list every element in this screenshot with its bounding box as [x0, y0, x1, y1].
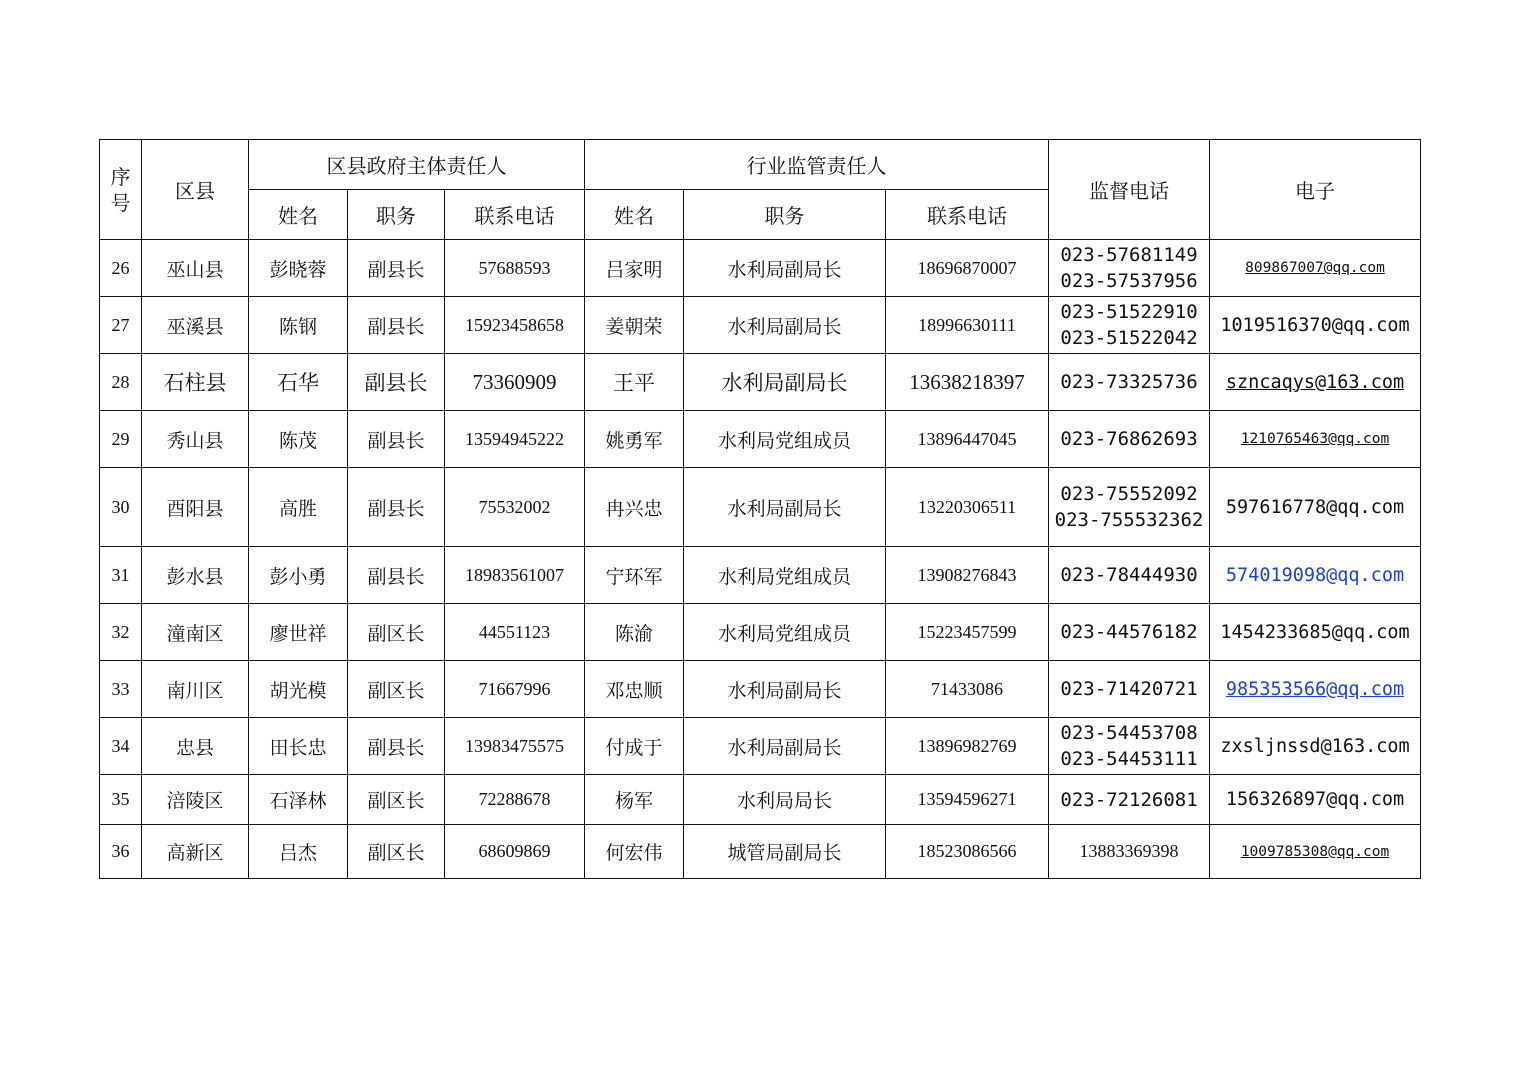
row-ind-phone: 18696870007 [886, 240, 1049, 297]
row-supervise-phone [1049, 411, 1210, 468]
supervise-phone-number: 023-75552092 [1060, 483, 1198, 505]
row-gov-phone: 44551123 [445, 604, 585, 661]
table-row [100, 661, 1421, 718]
row-email-link[interactable]: 1210765463@qq.com [1210, 411, 1421, 468]
row-ind-position: 城管局副局长 [684, 825, 886, 879]
supervise-phone-number: 13883369398 [1079, 841, 1179, 861]
row-supervise-phone [1049, 604, 1210, 661]
row-ind-phone: 13220306511 [886, 468, 1049, 547]
row-seq: 29 [100, 411, 142, 468]
header-gov-group: 区县政府主体责任人 [249, 140, 585, 190]
row-ind-position: 水利局党组成员 [684, 411, 886, 468]
table-row [100, 604, 1421, 661]
header-supervise-phone: 监督电话 [1049, 140, 1210, 240]
header-seq-label: 序号 [110, 164, 131, 215]
row-ind-position: 水利局副局长 [684, 297, 886, 354]
header-gov-name: 姓名 [249, 190, 348, 240]
row-gov-name: 石华 [249, 354, 348, 411]
row-seq: 31 [100, 547, 142, 604]
row-county: 涪陵区 [142, 775, 249, 825]
row-ind-name: 吕家明 [585, 240, 684, 297]
row-gov-phone: 13983475575 [445, 718, 585, 775]
row-county: 潼南区 [142, 604, 249, 661]
supervise-phone-number: 023-76862693 [1060, 428, 1198, 450]
supervise-phone-number: 023-54453111 [1060, 748, 1198, 770]
row-ind-name: 王平 [585, 354, 684, 411]
row-gov-phone: 71667996 [445, 661, 585, 718]
table-body [100, 240, 1421, 879]
row-seq: 35 [100, 775, 142, 825]
row-supervise-phone [1049, 240, 1210, 297]
row-seq: 33 [100, 661, 142, 718]
row-gov-phone: 75532002 [445, 468, 585, 547]
row-gov-position: 副区长 [348, 661, 445, 718]
row-gov-name: 吕杰 [249, 825, 348, 879]
row-email-link[interactable]: 574019098@qq.com [1210, 547, 1421, 604]
row-gov-position: 副区长 [348, 604, 445, 661]
row-email-link[interactable]: 985353566@qq.com [1210, 661, 1421, 718]
row-supervise-phone [1049, 825, 1210, 879]
row-ind-name: 姚勇军 [585, 411, 684, 468]
row-gov-position: 副县长 [348, 468, 445, 547]
row-gov-phone: 18983561007 [445, 547, 585, 604]
row-supervise-phone [1049, 547, 1210, 604]
row-supervise-phone [1049, 297, 1210, 354]
row-gov-position: 副县长 [348, 547, 445, 604]
table-row [100, 825, 1421, 879]
row-ind-name: 宁环军 [585, 547, 684, 604]
row-gov-phone: 13594945222 [445, 411, 585, 468]
table-row [100, 718, 1421, 775]
supervise-phone-number: 023-51522042 [1060, 327, 1198, 349]
row-ind-position: 水利局党组成员 [684, 604, 886, 661]
row-county: 高新区 [142, 825, 249, 879]
row-ind-position: 水利局局长 [684, 775, 886, 825]
row-seq: 30 [100, 468, 142, 547]
header-county: 区县 [142, 140, 249, 240]
row-email-link[interactable]: 597616778@qq.com [1210, 468, 1421, 547]
row-gov-position: 副区长 [348, 775, 445, 825]
row-gov-position: 副县长 [348, 240, 445, 297]
row-ind-phone: 71433086 [886, 661, 1049, 718]
row-email-link[interactable]: szncaqys@163.com [1210, 354, 1421, 411]
header-gov-phone: 联系电话 [445, 190, 585, 240]
table-row [100, 297, 1421, 354]
row-supervise-phone [1049, 775, 1210, 825]
supervise-phone-number: 023-57681149 [1060, 244, 1198, 266]
row-county: 酉阳县 [142, 468, 249, 547]
row-ind-name: 陈渝 [585, 604, 684, 661]
row-county: 彭水县 [142, 547, 249, 604]
row-seq: 27 [100, 297, 142, 354]
supervise-phone-number: 023-755532362 [1054, 509, 1204, 531]
row-gov-phone: 68609869 [445, 825, 585, 879]
table-row [100, 411, 1421, 468]
row-ind-phone: 13594596271 [886, 775, 1049, 825]
row-ind-position: 水利局党组成员 [684, 547, 886, 604]
row-ind-phone: 15223457599 [886, 604, 1049, 661]
supervise-phone-number: 023-57537956 [1060, 270, 1198, 292]
supervise-phone-number: 023-73325736 [1060, 371, 1198, 393]
row-gov-name: 廖世祥 [249, 604, 348, 661]
row-gov-phone: 15923458658 [445, 297, 585, 354]
row-ind-name: 邓忠顺 [585, 661, 684, 718]
row-gov-phone: 72288678 [445, 775, 585, 825]
contact-table [99, 139, 1421, 879]
table-row [100, 468, 1421, 547]
row-email-link[interactable]: 156326897@qq.com [1210, 775, 1421, 825]
supervise-phone-number: 023-51522910 [1060, 301, 1198, 323]
row-gov-name: 胡光模 [249, 661, 348, 718]
row-email-link[interactable]: zxsljnssd@163.com [1210, 718, 1421, 775]
row-gov-name: 田长忠 [249, 718, 348, 775]
row-county: 石柱县 [142, 354, 249, 411]
row-seq: 26 [100, 240, 142, 297]
row-gov-name: 高胜 [249, 468, 348, 547]
header-ind-name: 姓名 [585, 190, 684, 240]
row-gov-name: 彭小勇 [249, 547, 348, 604]
row-ind-phone: 13908276843 [886, 547, 1049, 604]
row-ind-position: 水利局副局长 [684, 240, 886, 297]
header-gov-position: 职务 [348, 190, 445, 240]
row-ind-name: 冉兴忠 [585, 468, 684, 547]
row-gov-position: 副县长 [348, 411, 445, 468]
row-email-link[interactable]: 1454233685@qq.com [1210, 604, 1421, 661]
row-gov-name: 彭晓蓉 [249, 240, 348, 297]
header-ind-phone: 联系电话 [886, 190, 1049, 240]
header-industry-group: 行业监管责任人 [585, 140, 1049, 190]
supervise-phone-number: 023-71420721 [1060, 678, 1198, 700]
supervise-phone-number: 023-78444930 [1060, 564, 1198, 586]
row-supervise-phone [1049, 468, 1210, 547]
row-email-link[interactable]: 1019516370@qq.com [1210, 297, 1421, 354]
row-ind-name: 何宏伟 [585, 825, 684, 879]
supervise-phone-number: 023-44576182 [1060, 621, 1198, 643]
row-ind-position: 水利局副局长 [684, 468, 886, 547]
row-gov-phone: 57688593 [445, 240, 585, 297]
row-county: 巫溪县 [142, 297, 249, 354]
row-supervise-phone [1049, 718, 1210, 775]
table-row [100, 354, 1421, 411]
row-ind-phone: 13896982769 [886, 718, 1049, 775]
row-gov-position: 副区长 [348, 825, 445, 879]
row-gov-name: 陈茂 [249, 411, 348, 468]
table-row [100, 547, 1421, 604]
table-row [100, 775, 1421, 825]
row-ind-phone: 13638218397 [886, 354, 1049, 411]
row-gov-position: 副县长 [348, 354, 445, 411]
header-email: 电子 [1210, 140, 1421, 240]
row-seq: 36 [100, 825, 142, 879]
row-email-link[interactable]: 809867007@qq.com [1210, 240, 1421, 297]
row-county: 南川区 [142, 661, 249, 718]
row-ind-position: 水利局副局长 [684, 354, 886, 411]
row-ind-phone: 18523086566 [886, 825, 1049, 879]
table-row [100, 240, 1421, 297]
row-ind-phone: 13896447045 [886, 411, 1049, 468]
row-gov-name: 石泽林 [249, 775, 348, 825]
row-ind-name: 杨军 [585, 775, 684, 825]
row-county: 巫山县 [142, 240, 249, 297]
row-county: 秀山县 [142, 411, 249, 468]
header-seq [100, 140, 142, 240]
row-email-link[interactable]: 1009785308@qq.com [1210, 825, 1421, 879]
row-supervise-phone [1049, 354, 1210, 411]
row-seq: 32 [100, 604, 142, 661]
header-ind-position: 职务 [684, 190, 886, 240]
row-gov-position: 副县长 [348, 718, 445, 775]
row-county: 忠县 [142, 718, 249, 775]
row-gov-position: 副县长 [348, 297, 445, 354]
row-ind-name: 付成于 [585, 718, 684, 775]
row-ind-position: 水利局副局长 [684, 718, 886, 775]
row-gov-phone: 73360909 [445, 354, 585, 411]
row-supervise-phone [1049, 661, 1210, 718]
row-ind-position: 水利局副局长 [684, 661, 886, 718]
supervise-phone-number: 023-72126081 [1060, 788, 1198, 811]
row-ind-phone: 18996630111 [886, 297, 1049, 354]
row-seq: 28 [100, 354, 142, 411]
row-gov-name: 陈钢 [249, 297, 348, 354]
supervise-phone-number: 023-54453708 [1060, 722, 1198, 744]
row-ind-name: 姜朝荣 [585, 297, 684, 354]
row-seq: 34 [100, 718, 142, 775]
